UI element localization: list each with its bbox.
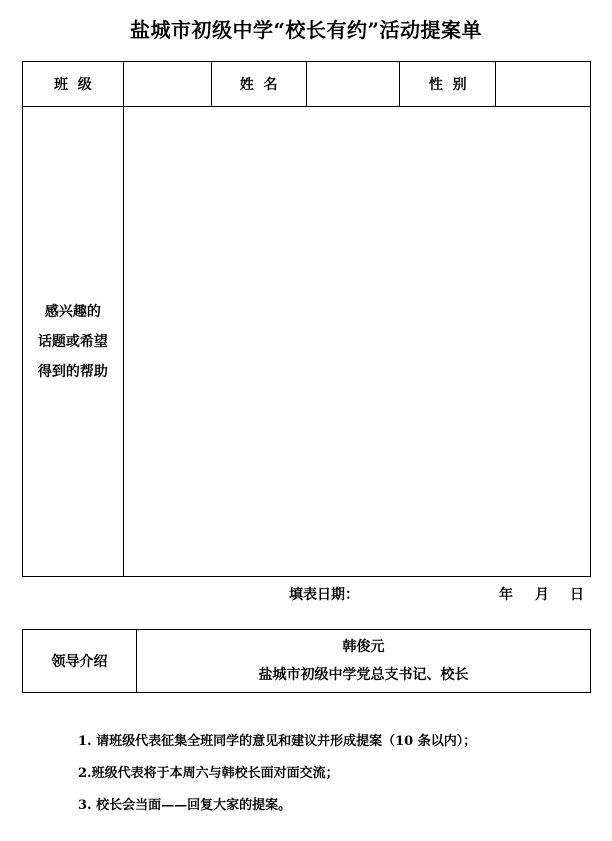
class-label: 班 级 [23, 62, 124, 107]
topic-label [23, 107, 124, 577]
class-field[interactable] [123, 62, 211, 107]
note-item: 1. 请班级代表征集全班同学的意见和建议并形成提案（10 条以内）； [78, 734, 477, 749]
leader-intro-table [22, 629, 591, 693]
topic-row [23, 107, 591, 577]
day-label: 日 [570, 587, 584, 603]
year-label: 年 [499, 587, 513, 603]
fill-date-label: 填表日期： [289, 587, 359, 603]
month-label: 月 [535, 587, 549, 603]
leader-name: 韩俊元 [342, 639, 385, 655]
name-field[interactable] [306, 62, 400, 107]
leader-intro-label: 领导介绍 [23, 630, 137, 693]
gender-label: 性 别 [400, 62, 496, 107]
student-info-row [23, 62, 591, 107]
leader-info [137, 630, 591, 693]
topic-label-line: 感兴趣的 [44, 303, 101, 320]
gender-field[interactable] [496, 62, 591, 107]
proposal-form-table [22, 61, 591, 577]
fill-date-line [0, 584, 612, 604]
leader-position: 盐城市初级中学党总支书记、校长 [258, 667, 469, 683]
topic-label-line: 得到的帮助 [37, 363, 108, 380]
form-title: 盐城市初级中学“校长有约”活动提案单 [129, 18, 482, 42]
topic-label-line: 话题或希望 [37, 333, 108, 350]
note-item: 2.班级代表将于本周六与韩校长面对面交流； [78, 766, 339, 781]
topic-field[interactable] [123, 107, 590, 577]
name-label: 姓 名 [211, 62, 306, 107]
note-item: 3. 校长会当面——回复大家的提案。 [78, 798, 292, 813]
notes-list [78, 732, 476, 828]
